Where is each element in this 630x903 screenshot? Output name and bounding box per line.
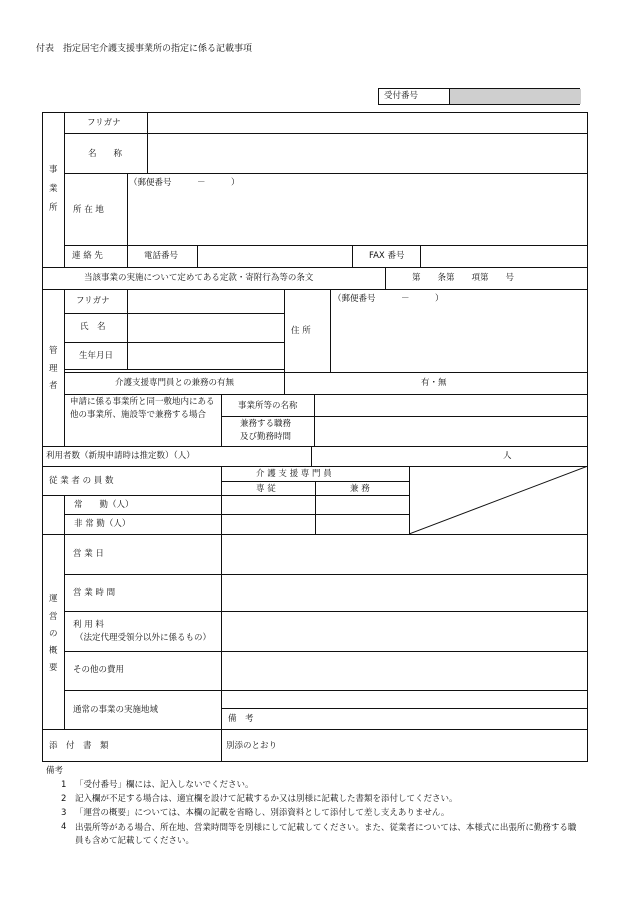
business-days-input[interactable]	[222, 535, 587, 574]
remarks-label: 備 考	[228, 714, 254, 724]
business-hours-label: 営 業 時 間	[73, 588, 116, 598]
note-number: 2	[61, 794, 67, 804]
other-job-input[interactable]	[315, 417, 587, 446]
attachment-value[interactable]: 別添のとおり	[226, 741, 278, 751]
page-title: 付表 指定居宅介護支援事業所の指定に係る記載事項	[36, 44, 253, 54]
operation-section-label-3: の	[49, 629, 58, 639]
other-cost-label: その他の費用	[73, 665, 125, 675]
staff-label: 従 業 者 の 員 数	[49, 476, 114, 486]
users-input[interactable]	[312, 447, 587, 466]
note-text: 「運営の概要」については、本欄の記載を省略し、別添資料として添付して差し支えありません。	[75, 808, 450, 818]
manager-address-label: 住 所	[291, 326, 311, 336]
fee-input[interactable]	[222, 612, 587, 651]
note-text: 記入欄が不足する場合は、適宜欄を設けて記載するか又は別様に記載した書類を添付してください。	[75, 794, 458, 804]
office-name-label: 名 称	[88, 149, 123, 159]
articles-label: 当該事業の実施について定めてある定款・寄附行為等の条文	[84, 273, 314, 283]
office-fax-input[interactable]	[421, 246, 587, 267]
office-name-input[interactable]	[148, 134, 587, 173]
note-number: 4	[61, 822, 67, 832]
care-manager-header: 介 護 支 援 専 門 員	[256, 469, 332, 479]
manager-section-label-2: 理	[49, 364, 58, 374]
receipt-number-field[interactable]	[449, 89, 581, 104]
manager-furigana-label: フリガナ	[76, 296, 110, 306]
manager-name-input[interactable]	[128, 314, 284, 342]
note-number: 3	[61, 808, 67, 818]
operation-section-label-4: 概	[49, 646, 58, 656]
users-label: 利用者数（新規申請時は推定数）（人）	[46, 451, 195, 461]
manager-section-label-1: 管	[49, 346, 58, 356]
office-postal-label: （郵便番号 － ）	[129, 178, 240, 188]
fulltime-part-input[interactable]	[316, 496, 409, 514]
manager-furigana-input[interactable]	[128, 290, 284, 313]
manager-birth-label: 生年月日	[79, 351, 114, 361]
other-work-label: 申請に係る事業所と同一敷地内にある他の事業所、施設等で兼務する場合	[70, 397, 215, 420]
receipt-label: 受付番号	[384, 91, 419, 101]
manager-section-label-3: 者	[49, 381, 58, 391]
operation-section-label-5: 要	[49, 663, 58, 673]
service-area-input[interactable]	[222, 691, 587, 708]
diagonal-strike	[409, 466, 588, 534]
parttime-label: 非 常 勤（人）	[74, 519, 131, 529]
operation-section-label-2: 営	[49, 612, 58, 622]
fulltime-label: 常 勤（人）	[74, 500, 134, 510]
manager-name-label: 氏 名	[80, 322, 106, 332]
parttime-full-input[interactable]	[222, 515, 315, 534]
office-phone-input[interactable]	[198, 246, 352, 267]
users-unit: 人	[503, 451, 512, 461]
notes-heading: 備考	[46, 766, 64, 776]
office-section-label-3: 所	[49, 203, 58, 213]
office-address-input[interactable]	[128, 190, 587, 245]
operation-section-label-1: 運	[49, 594, 58, 604]
office-fax-label: FAX 番号	[369, 251, 405, 261]
office-section-label-2: 業	[49, 184, 58, 194]
office-furigana-label: フリガナ	[87, 118, 121, 128]
other-job-label-2: 及び勤務時間	[240, 432, 292, 442]
articles-value[interactable]: 第 条第 項第 号	[412, 273, 515, 283]
business-hours-input[interactable]	[222, 575, 587, 611]
staff-full-header: 専 従	[256, 484, 276, 494]
manager-birth-input[interactable]	[128, 343, 284, 369]
parttime-part-input[interactable]	[316, 515, 409, 534]
note-number: 1	[61, 780, 67, 790]
other-name-label: 事業所等の名称	[238, 401, 298, 411]
concurrent-value[interactable]: 有・無	[421, 378, 447, 388]
fulltime-full-input[interactable]	[222, 496, 315, 514]
office-section-label-1: 事	[49, 165, 58, 175]
office-phone-label: 電話番号	[144, 251, 179, 261]
other-name-input[interactable]	[315, 395, 587, 416]
note-text: 出張所等がある場合、所在地、営業時間等を別様にして記載してください。また、従業者については、本様式に出張所に勤務する職員も含めて記載してください。	[75, 823, 577, 846]
office-address-label: 所 在 地	[73, 205, 104, 215]
concurrent-label: 介護支援専門員との兼務の有無	[115, 378, 235, 388]
service-area-label: 通常の事業の実施地域	[73, 705, 159, 715]
other-job-label-1: 兼務する職務	[240, 419, 292, 429]
office-furigana-input[interactable]	[148, 113, 587, 133]
staff-part-header: 兼 務	[350, 484, 370, 494]
business-days-label: 営 業 日	[73, 549, 104, 559]
office-contact-label: 連 絡 先	[72, 251, 103, 261]
fee-note: （法定代理受領分以外に係るもの）	[75, 633, 212, 643]
note-text: 「受付番号」欄には、記入しないでください。	[75, 780, 254, 790]
manager-address-input[interactable]	[331, 305, 587, 372]
receipt-box	[378, 88, 580, 105]
manager-postal-label: （郵便番号 － ）	[333, 294, 444, 304]
fee-label: 利 用 料	[73, 620, 104, 630]
other-cost-input[interactable]	[222, 652, 587, 690]
attachment-label: 添 付 書 類	[49, 741, 109, 751]
